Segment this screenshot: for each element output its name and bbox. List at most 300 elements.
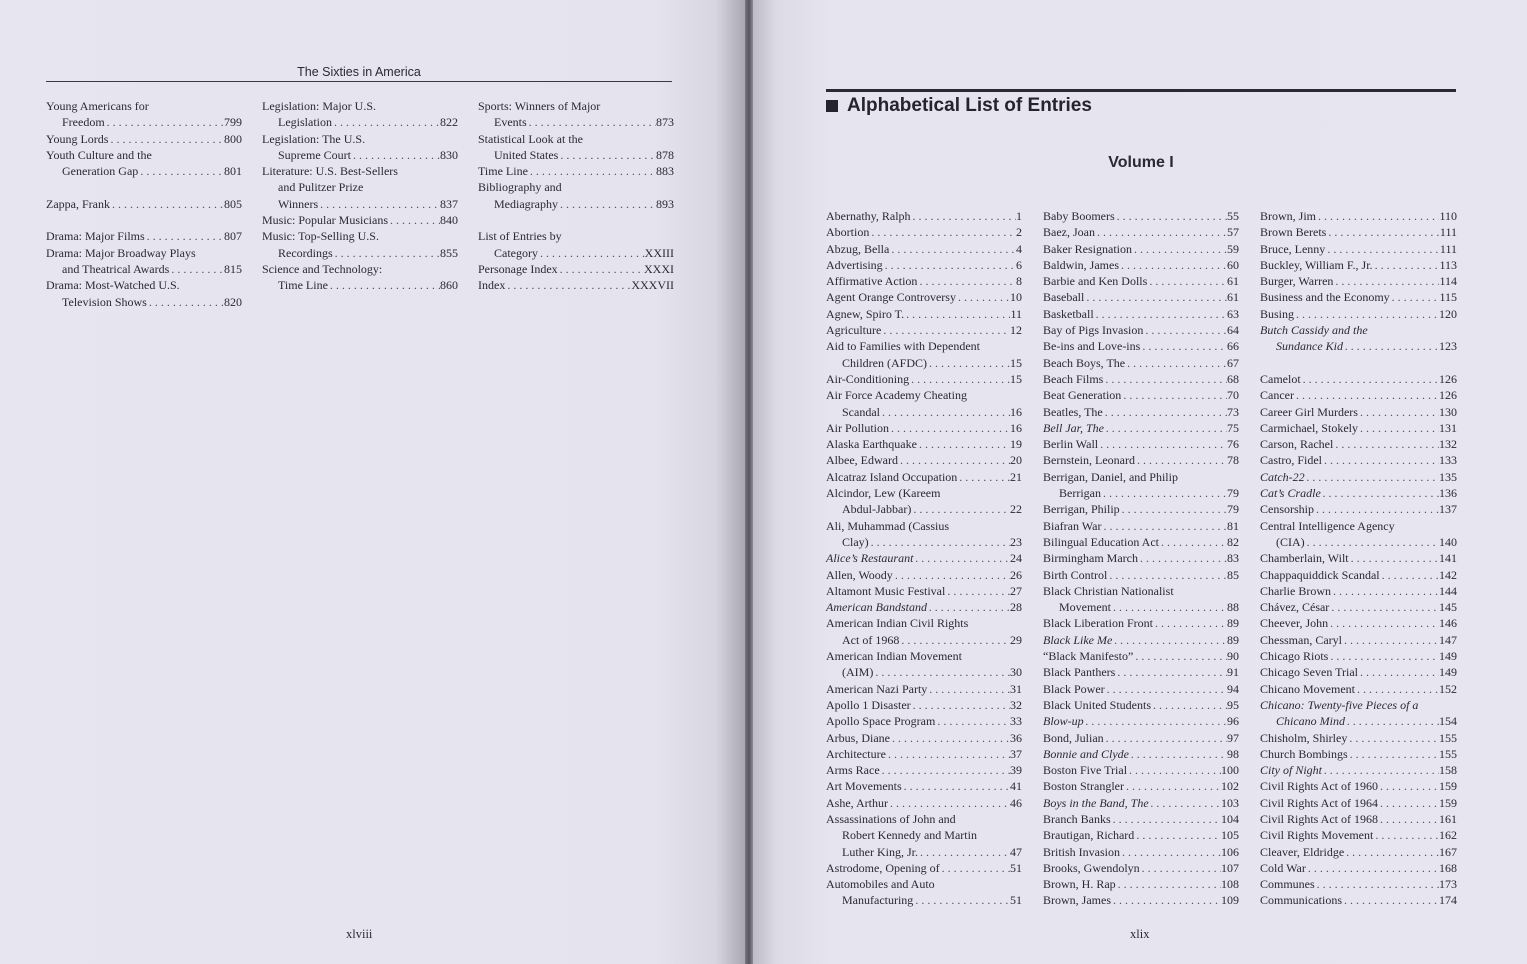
list-entry [826,795,1022,811]
entry-title: Beach Boys, The [1043,355,1126,370]
entry-title: and Theatrical Awards [62,261,170,276]
list-entry [1260,681,1457,697]
dot-leader [1358,664,1439,680]
list-entry [826,550,1022,566]
entry-page-number: 75 [1227,420,1239,435]
entry-title: Zappa, Frank [46,196,110,211]
dot-leader [138,163,224,179]
entry-title: Ashe, Arthur [826,795,888,810]
list-entry [478,131,674,164]
dot-leader [318,196,440,212]
list-entry [46,131,242,147]
list-entry [1260,697,1457,730]
list-entry [1043,844,1239,860]
dot-leader [893,567,1010,583]
entry-title: Ali, Muhammad (Cassius [826,518,949,533]
list-entry [826,224,1022,240]
entry-title: and Pulitzer Prize [278,180,364,195]
list-entry [262,261,458,294]
dot-leader [1333,436,1439,452]
entry-page-number: 51 [1010,860,1022,875]
list-entry [1043,436,1239,452]
list-entry [1260,632,1457,648]
dot-leader [332,114,440,130]
dot-leader [1116,876,1221,892]
list-entry [1260,273,1457,289]
entry-page-number: 16 [1010,404,1022,419]
dot-leader [1355,681,1439,697]
dot-leader [911,697,1010,713]
entry-title: Be-ins and Love-ins [1043,339,1141,354]
entry-page-number: 106 [1221,844,1239,859]
entry-page-number: 173 [1439,877,1457,892]
entry-title: Brown, H. Rap [1043,877,1116,892]
list-entry [1043,762,1239,778]
dot-leader [881,322,1010,338]
entry-title: Agent Orange Controversy [826,290,956,305]
list-entry [826,876,1022,909]
entry-page-number: 800 [224,131,242,146]
entry-page-number: 89 [1227,616,1239,631]
entry-title: Chisholm, Shirley [1260,730,1348,745]
entry-page-number: 126 [1439,388,1457,403]
entry-title: Mediagraphy [494,196,558,211]
entry-page-number: 83 [1227,551,1239,566]
dot-leader [927,599,1010,615]
entry-title: “Black Manifesto” [1043,649,1134,664]
entry-page-number: 39 [1010,763,1022,778]
entry-title: (CIA) [1276,534,1305,549]
entry-title: Bernstein, Leonard [1043,453,1135,468]
entry-title: Air-Conditioning [826,371,910,386]
dot-leader [1132,241,1227,257]
list-entry [826,452,1022,468]
entry-page-number: 89 [1227,632,1239,647]
entry-title: Baker Resignation [1043,241,1132,256]
entry-title: Abdul-Jabbar) [842,502,912,517]
dot-leader [169,261,224,277]
entry-title: Movement [1059,600,1111,615]
dot-leader [1306,860,1439,876]
list-entry [1260,567,1457,583]
entry-page-number: 855 [440,245,458,260]
entry-title: Charlie Brown [1260,583,1331,598]
entry-title: Drama: Major Films [46,229,145,244]
entry-page-number: 111 [1439,225,1457,240]
entry-page-number: 94 [1227,681,1239,696]
entry-page-number: 860 [440,278,458,293]
entry-page-number: 26 [1010,567,1022,582]
list-entry [826,713,1022,729]
list-entry [826,208,1022,224]
dot-leader [1153,615,1227,631]
dot-leader [889,241,1016,257]
list-entry [1260,599,1457,615]
entry-page-number: 155 [1439,730,1457,745]
entry-title: Business and the Economy [1260,290,1390,305]
entry-title: Astrodome, Opening of [826,860,940,875]
dot-leader [956,289,1010,305]
entry-page-number: 167 [1439,844,1457,859]
entry-page-number: 55 [1227,209,1239,223]
entry-page-number: 132 [1439,437,1457,452]
dot-leader [1390,289,1440,305]
entry-title: Cancer [1260,388,1294,403]
dot-leader [1380,567,1439,583]
list-entry [1043,697,1239,713]
entry-title: Legislation: Major U.S. [262,99,376,113]
entry-title: Legislation [278,115,332,130]
list-entry [1043,550,1239,566]
list-entry [1260,648,1457,664]
list-entry [826,583,1022,599]
list-entry [826,811,1022,860]
entry-page-number: 82 [1227,534,1239,549]
left-column-1 [46,98,242,310]
entry-title: Alice’s Restaurant [826,551,914,566]
entry-title: Air Force Academy Cheating [826,388,967,403]
entry-page-number: 19 [1010,437,1022,452]
entry-title: Chicano: Twenty-five Pieces of a [1260,697,1419,712]
entry-title: American Bandstand [826,600,927,615]
list-entry [46,277,242,310]
entry-title: Children (AFDC) [842,355,927,370]
entry-page-number: 12 [1010,323,1022,338]
entry-title: Category [494,245,538,260]
entry-page-number: 145 [1439,600,1457,615]
dot-leader [1111,599,1227,615]
list-entry [1260,208,1457,224]
dot-leader [869,224,1016,240]
entry-title: Beach Films [1043,371,1104,386]
dot-leader [940,860,1010,876]
list-entry [1260,746,1457,762]
entry-page-number: 115 [1439,290,1457,305]
entry-title: Air Pollution [826,420,890,435]
dot-leader [889,420,1010,436]
list-entry [478,228,674,261]
dot-leader [1328,648,1439,664]
list-entry [826,338,1022,371]
list-entry [1043,648,1239,664]
section-title: Alphabetical List of Entries [847,95,1092,116]
entry-page-number: 161 [1439,811,1457,826]
entry-title: Biafran War [1043,518,1102,533]
entry-page-number: 11 [1010,306,1022,321]
entry-title: Brautigan, Richard [1043,828,1135,843]
entry-title: Arms Race [826,763,880,778]
list-entry [826,257,1022,273]
entry-page-number: 830 [440,147,458,162]
dot-leader [1098,436,1227,452]
entry-page-number: 159 [1439,795,1457,810]
list-entry [262,212,458,228]
list-entry [826,306,1022,322]
dot-leader [145,228,224,244]
dot-leader [886,746,1010,762]
entry-title: Statistical Look at the [478,131,583,146]
entry-title: American Indian Civil Rights [826,616,969,631]
entry-spacer [1260,355,1457,371]
dot-leader [1329,599,1439,615]
dot-leader [1159,534,1227,550]
entry-title: Catch-22 [1260,469,1305,484]
list-entry [826,371,1022,387]
dot-leader [333,245,440,261]
entry-page-number: 107 [1221,860,1239,875]
entry-page-number: 133 [1439,453,1457,468]
list-entry [1260,436,1457,452]
list-entry [1260,615,1457,631]
list-entry [826,485,1022,518]
dot-leader [1373,257,1440,273]
entry-page-number: 123 [1439,339,1457,354]
dot-leader [527,114,656,130]
entry-title: Winners [278,196,319,211]
dot-leader [1140,338,1227,354]
dot-leader [1342,892,1439,908]
entry-page-number: 85 [1227,567,1239,582]
list-entry [1043,827,1239,843]
entry-page-number: 36 [1010,730,1022,745]
entry-page-number: 90 [1227,649,1239,664]
list-entry [1260,420,1457,436]
entry-title: Blow-up [1043,714,1084,729]
entry-title: Chicago Riots [1260,649,1329,664]
dot-leader [1084,713,1227,729]
dot-leader [935,713,1010,729]
list-entry [1260,469,1457,485]
entry-page-number: 840 [440,213,458,228]
entry-page-number: 137 [1439,502,1457,517]
list-entry [1043,811,1239,827]
list-entry [46,245,242,278]
list-entry [1260,876,1457,892]
entry-page-number: 66 [1227,339,1239,354]
dot-leader [1342,632,1439,648]
entry-title: Birth Control [1043,567,1108,582]
entry-title: List of Entries by [478,229,562,244]
list-entry [826,860,1022,876]
dot-leader [1103,404,1227,420]
entry-title: Central Intelligence Agency [1260,518,1395,533]
entry-page-number: 126 [1439,371,1457,386]
dot-leader [1111,892,1221,908]
dot-leader [110,196,224,212]
dot-leader [945,583,1010,599]
entry-title: Personage Index [478,261,558,276]
dot-leader [1143,322,1227,338]
entry-page-number: XXIII [644,245,674,260]
list-entry [1260,306,1457,322]
entry-page-number: 20 [1010,453,1022,468]
dot-leader [913,550,1010,566]
list-entry [1043,892,1239,908]
dot-leader [1373,827,1439,843]
list-entry [1260,844,1457,860]
entry-page-number: 21 [1010,469,1022,484]
entry-page-number: 31 [1010,681,1022,696]
dot-leader [1125,355,1227,371]
dot-leader [911,208,1016,224]
entry-page-number: 878 [656,147,674,162]
entry-title: Bay of Pigs Invasion [1043,323,1144,338]
entry-title: Generation Gap [62,164,139,179]
list-entry [1260,224,1457,240]
entry-title: Chamberlain, Wilt [1260,551,1349,566]
entry-title: Brown, James [1043,893,1111,908]
list-entry [478,163,674,179]
list-entry [826,778,1022,794]
list-entry [1260,404,1457,420]
entry-page-number: 883 [656,164,674,179]
entry-title: United States [494,147,559,162]
list-entry [1043,795,1239,811]
list-entry [1260,485,1457,501]
dot-leader [1095,224,1227,240]
entry-title: Cold War [1260,860,1306,875]
entry-page-number: 154 [1439,714,1457,729]
entry-title: Bibliography and [478,180,562,195]
list-entry [1043,730,1239,746]
dot-leader [883,257,1016,273]
list-entry [1043,420,1239,436]
entry-title: Carmichael, Stokely [1260,420,1358,435]
entry-page-number: 149 [1439,665,1457,680]
dot-leader [1344,844,1439,860]
entry-title: Automobiles and Auto [826,877,935,892]
entry-title: Legislation: The U.S. [262,131,366,146]
entry-title: Busing [1260,306,1295,321]
list-entry [1043,257,1239,273]
entry-page-number: 131 [1439,420,1457,435]
entry-title: Cheever, John [1260,616,1329,631]
dot-leader [1084,289,1227,305]
entry-page-number: 174 [1439,893,1457,908]
entry-title: Index [478,278,506,293]
entry-page-number: 2 [1016,225,1022,240]
entry-page-number: 51 [1010,893,1022,908]
entry-spacer [478,212,674,228]
dot-leader [558,261,644,277]
dot-leader [1133,648,1227,664]
entry-page-number: 113 [1439,257,1457,272]
entry-page-number: 46 [1010,795,1022,810]
entry-page-number: 893 [656,196,674,211]
entry-title: Beat Generation [1043,388,1122,403]
entry-title: Black United Students [1043,697,1151,712]
entry-title: Black Power [1043,681,1105,696]
list-entry [826,387,1022,420]
list-entry [826,567,1022,583]
entry-page-number: 33 [1010,714,1022,729]
entry-page-number: 144 [1439,583,1457,598]
entry-page-number: 111 [1439,241,1457,256]
entry-title: Baez, Joan [1043,225,1095,240]
entry-title: Chicano Mind [1276,714,1345,729]
dot-leader [1305,469,1439,485]
dot-leader [1127,762,1221,778]
entry-title: Black Liberation Front [1043,616,1153,631]
dot-leader [1121,387,1227,403]
entry-title: Supreme Court [278,147,351,162]
list-entry [1260,322,1457,355]
entry-page-number: XXXI [644,261,674,276]
entry-page-number: 16 [1010,420,1022,435]
left-column-3 [478,98,674,294]
entry-title: Clay) [842,534,869,549]
entry-title: Architecture [826,746,886,761]
list-entry [1043,501,1239,517]
entry-title: Black Panthers [1043,665,1116,680]
running-head: The Sixties in America [46,65,672,82]
dot-leader [1358,420,1439,436]
dot-leader [902,778,1010,794]
dot-leader [1347,730,1439,746]
dot-leader [1331,583,1439,599]
entry-title: Drama: Most-Watched U.S. [46,278,180,293]
entry-title: Buckley, William F., Jr. [1260,257,1373,272]
dot-leader [528,163,656,179]
entry-page-number: 57 [1227,225,1239,240]
dot-leader [1343,338,1439,354]
entry-title: Civil Rights Act of 1964 [1260,795,1379,810]
entry-title: Abortion [826,225,870,240]
entry-title: Youth Culture and the [46,147,152,162]
entry-page-number: 37 [1010,746,1022,761]
dot-leader [1104,420,1227,436]
entry-page-number: 155 [1439,746,1457,761]
list-entry [826,599,1022,615]
right-column-2 [1043,208,1239,909]
list-entry [1043,208,1239,224]
dot-leader [1111,811,1221,827]
entry-title: Baby Boomers [1043,209,1115,223]
dot-leader [1349,550,1439,566]
dot-leader [1103,371,1227,387]
entry-page-number: 70 [1227,388,1239,403]
entry-page-number: 29 [1010,632,1022,647]
dot-leader [899,632,1010,648]
list-entry [1043,452,1239,468]
entry-title: Advertising [826,257,883,272]
entry-title: Bruce, Lenny [1260,241,1326,256]
entry-title: Black Christian Nationalist [1043,583,1174,598]
entry-title: City of Night [1260,763,1323,778]
dot-leader [898,452,1010,468]
entry-title: Communes [1260,877,1315,892]
dot-leader [538,245,645,261]
entry-title: Bonnie and Clyde [1043,746,1129,761]
list-entry [478,277,674,293]
right-page-number: xlix [1130,927,1150,941]
dot-leader [957,469,1010,485]
entry-title: Berrigan [1059,486,1101,501]
dot-leader [1305,534,1439,550]
entry-title: Church Bombings [1260,746,1348,761]
entry-page-number: 30 [1010,665,1022,680]
entry-page-number: 78 [1227,453,1239,468]
dot-leader [904,306,1010,322]
dot-leader [1105,681,1227,697]
entry-page-number: 140 [1439,534,1457,549]
entry-page-number: 149 [1439,649,1457,664]
dot-leader [880,404,1010,420]
entry-title: Beatles, The [1043,404,1103,419]
dot-leader [1348,746,1439,762]
entry-title: Time Line [278,278,328,293]
list-entry [1043,583,1239,616]
